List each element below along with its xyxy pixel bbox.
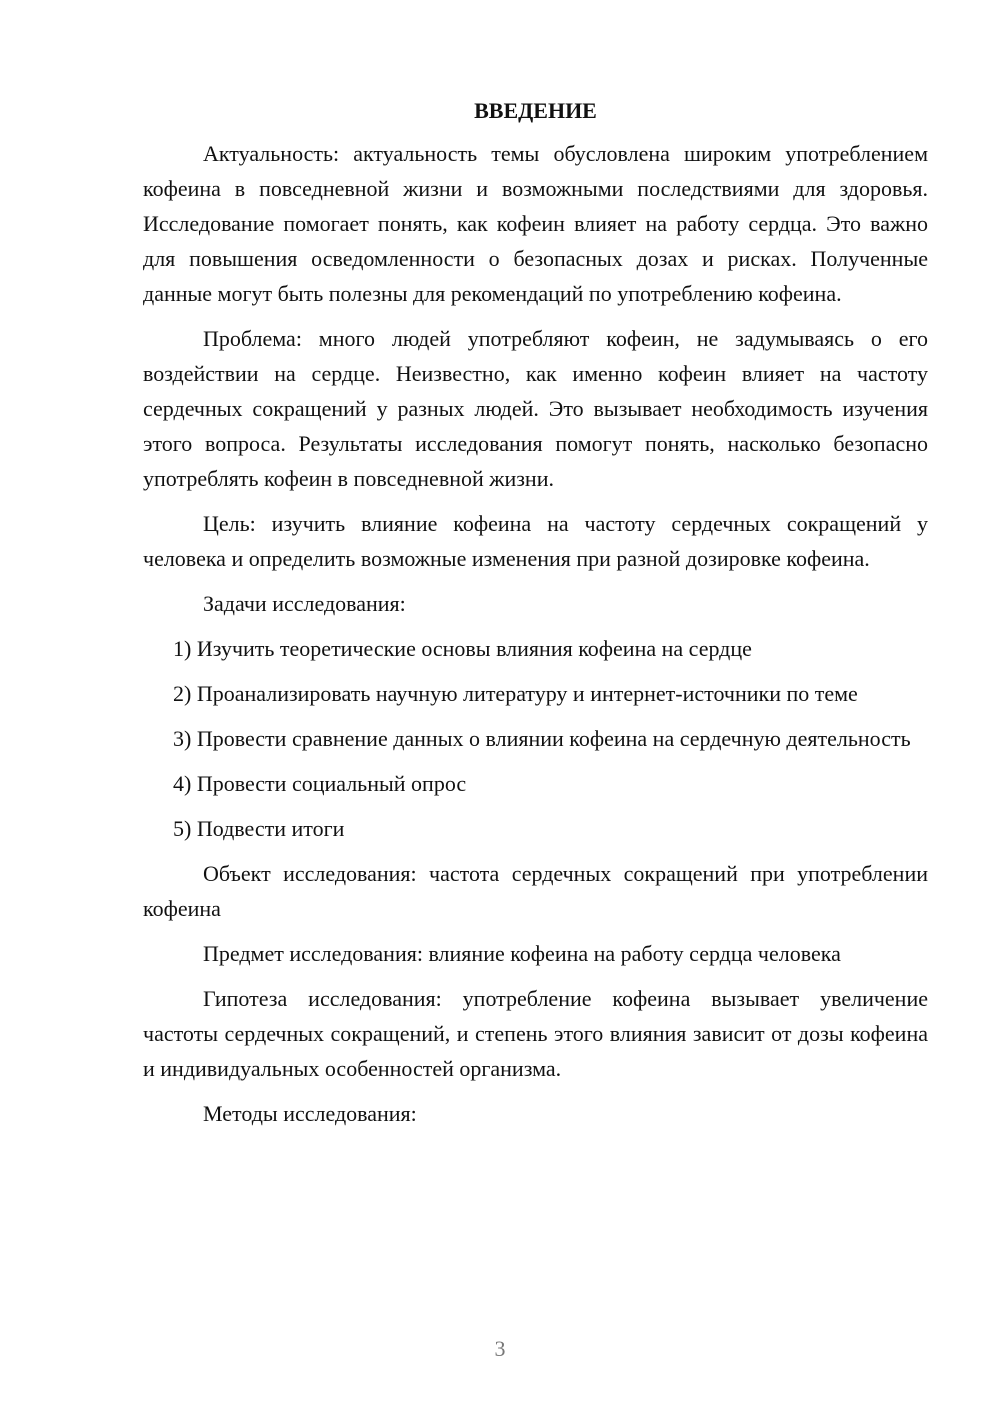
task-item: 1) Изучить теоретические основы влияния кофеина на сердце bbox=[173, 636, 752, 661]
methods-heading: Методы исследования: bbox=[203, 1101, 417, 1126]
task-item: 5) Подвести итоги bbox=[173, 816, 345, 841]
problem-paragraph: Проблема: много людей употребляют кофеин, не задумываясь о его воздействии на сердце. Неизвестно, как именно кофеин влияет на частоту сердечных сокращений у разных людей. Это вызывает необходимость изучения этого вопроса. Результаты исследования помогут понять, насколько безопасно употреблять кофеин в повседневной жизни. bbox=[143, 326, 928, 491]
task-item: 3) Провести сравнение данных о влиянии кофеина на сердечную деятельность bbox=[173, 726, 911, 751]
page-number: 3 bbox=[494, 1336, 506, 1361]
task-item: 2) Проанализировать научную литературу и интернет-источники по теме bbox=[173, 681, 858, 706]
object-paragraph: Объект исследования: частота сердечных сокращений при употреблении кофеина bbox=[143, 861, 928, 921]
goal-paragraph: Цель: изучить влияние кофеина на частоту сердечных сокращений у человека и определить возможные изменения при разной дозировке кофеина. bbox=[143, 511, 928, 571]
subject-paragraph: Предмет исследования: влияние кофеина на работу сердца человека bbox=[203, 941, 841, 966]
tasks-heading: Задачи исследования: bbox=[203, 591, 406, 616]
section-title: ВВЕДЕНИЕ bbox=[474, 98, 597, 123]
page-body bbox=[143, 96, 928, 1141]
task-item: 4) Провести социальный опрос bbox=[173, 771, 467, 796]
hypothesis-paragraph: Гипотеза исследования: употребление кофеина вызывает увеличение частоты сердечных сокращений, и степень этого влияния зависит от дозы кофеина и индивидуальных особенностей организма. bbox=[143, 986, 928, 1081]
relevance-paragraph: Актуальность: актуальность темы обусловлена широким употреблением кофеина в повседневной жизни и возможными последствиями для здоровья. Исследование помогает понять, как кофеин влияет на работу сердца. Это важно для повышения осведомленности о безопасных дозах и рисках. Полученные данные могут быть полезны для рекомендаций по употреблению кофеина. bbox=[143, 141, 928, 306]
